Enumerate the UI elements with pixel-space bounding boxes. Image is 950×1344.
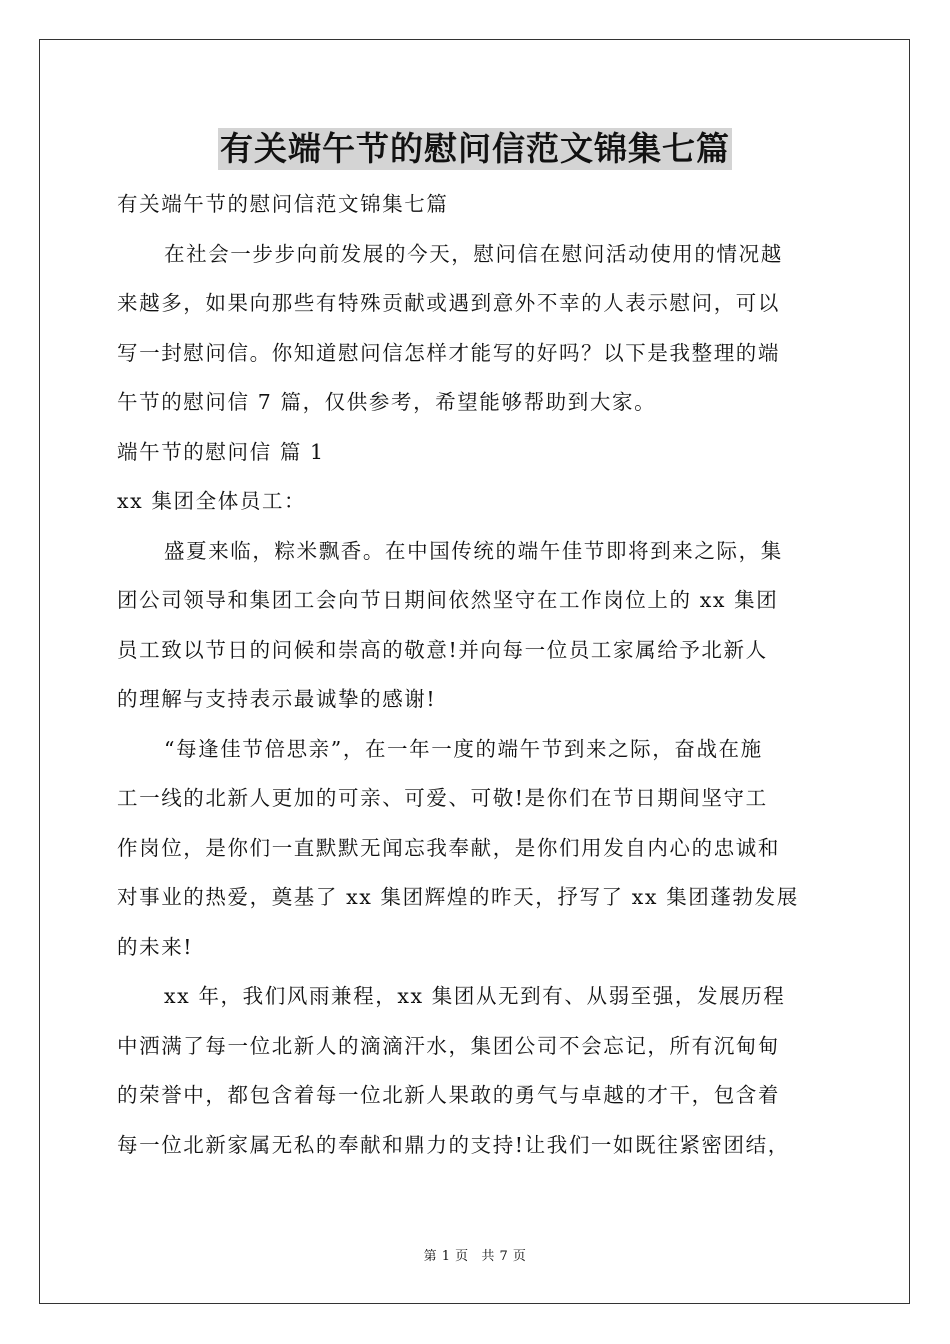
page-footer (0, 1245, 950, 1264)
paragraph-line: 写一封慰问信。你知道慰问信怎样才能写的好吗？以下是我整理的端 (117, 340, 780, 365)
paragraph-line: 的理解与支持表示最诚挚的感谢! (117, 687, 437, 711)
section-heading: 端午节的慰问信 篇 1 (117, 439, 325, 464)
paragraph-line: xx 年，我们风雨兼程，xx 集团从无到有、从弱至强，发展历程 (164, 984, 786, 1008)
document-title: 有关端午节的慰问信范文锦集七篇 (220, 129, 730, 168)
paragraph-line: 每一位北新家属无私的奉献和鼎力的支持!让我们一如既往紧密团结， (117, 1132, 790, 1157)
document-body (117, 180, 835, 1170)
title-container (0, 128, 950, 170)
paragraph-line: 团公司领导和集团工会向节日期间依然坚守在工作岗位上的 xx 集团 (117, 588, 779, 612)
paragraph-line: 工一线的北新人更加的可亲、可爱、可敬!是你们在节日期间坚守工 (117, 786, 768, 810)
paragraph-line: 在社会一步步向前发展的今天，慰问信在慰问活动使用的情况越 (164, 241, 783, 266)
paragraph-line: 员工致以节日的问候和崇高的敬意!并向每一位员工家属给予北新人 (117, 637, 768, 662)
paragraph-line: 午节的慰问信 7 篇，仅供参考，希望能够帮助到大家。 (117, 390, 657, 414)
paragraph-line: “每逢佳节倍思亲”，在一年一度的端午节到来之际，奋战在施 (164, 736, 763, 761)
paragraph-line: 中洒满了每一位北新人的滴滴汗水，集团公司不会忘记，所有沉甸甸 (117, 1033, 780, 1058)
page-total: 共 7 页 (481, 1249, 527, 1264)
paragraph-line: 作岗位，是你们一直默默无闻忘我奉献，是你们用发自内心的忠诚和 (117, 835, 780, 860)
paragraph-line: 的荣誉中，都包含着每一位北新人果敢的勇气与卓越的才干，包含着 (117, 1083, 780, 1107)
page-number: 第 1 页 (423, 1249, 469, 1264)
paragraph-line: 盛夏来临，粽米飘香。在中国传统的端午佳节即将到来之际，集 (164, 538, 783, 563)
salutation-line: xx 集团全体员工： (117, 489, 307, 513)
paragraph-line: 来越多，如果向那些有特殊贡献或遇到意外不幸的人表示慰问，可以 (117, 291, 780, 315)
paragraph-line: 的未来! (117, 934, 194, 959)
paragraph-line: 对事业的热爱，奠基了 xx 集团辉煌的昨天，抒写了 xx 集团蓬勃发展 (117, 885, 799, 909)
subtitle-line: 有关端午节的慰问信范文锦集七篇 (117, 192, 449, 216)
